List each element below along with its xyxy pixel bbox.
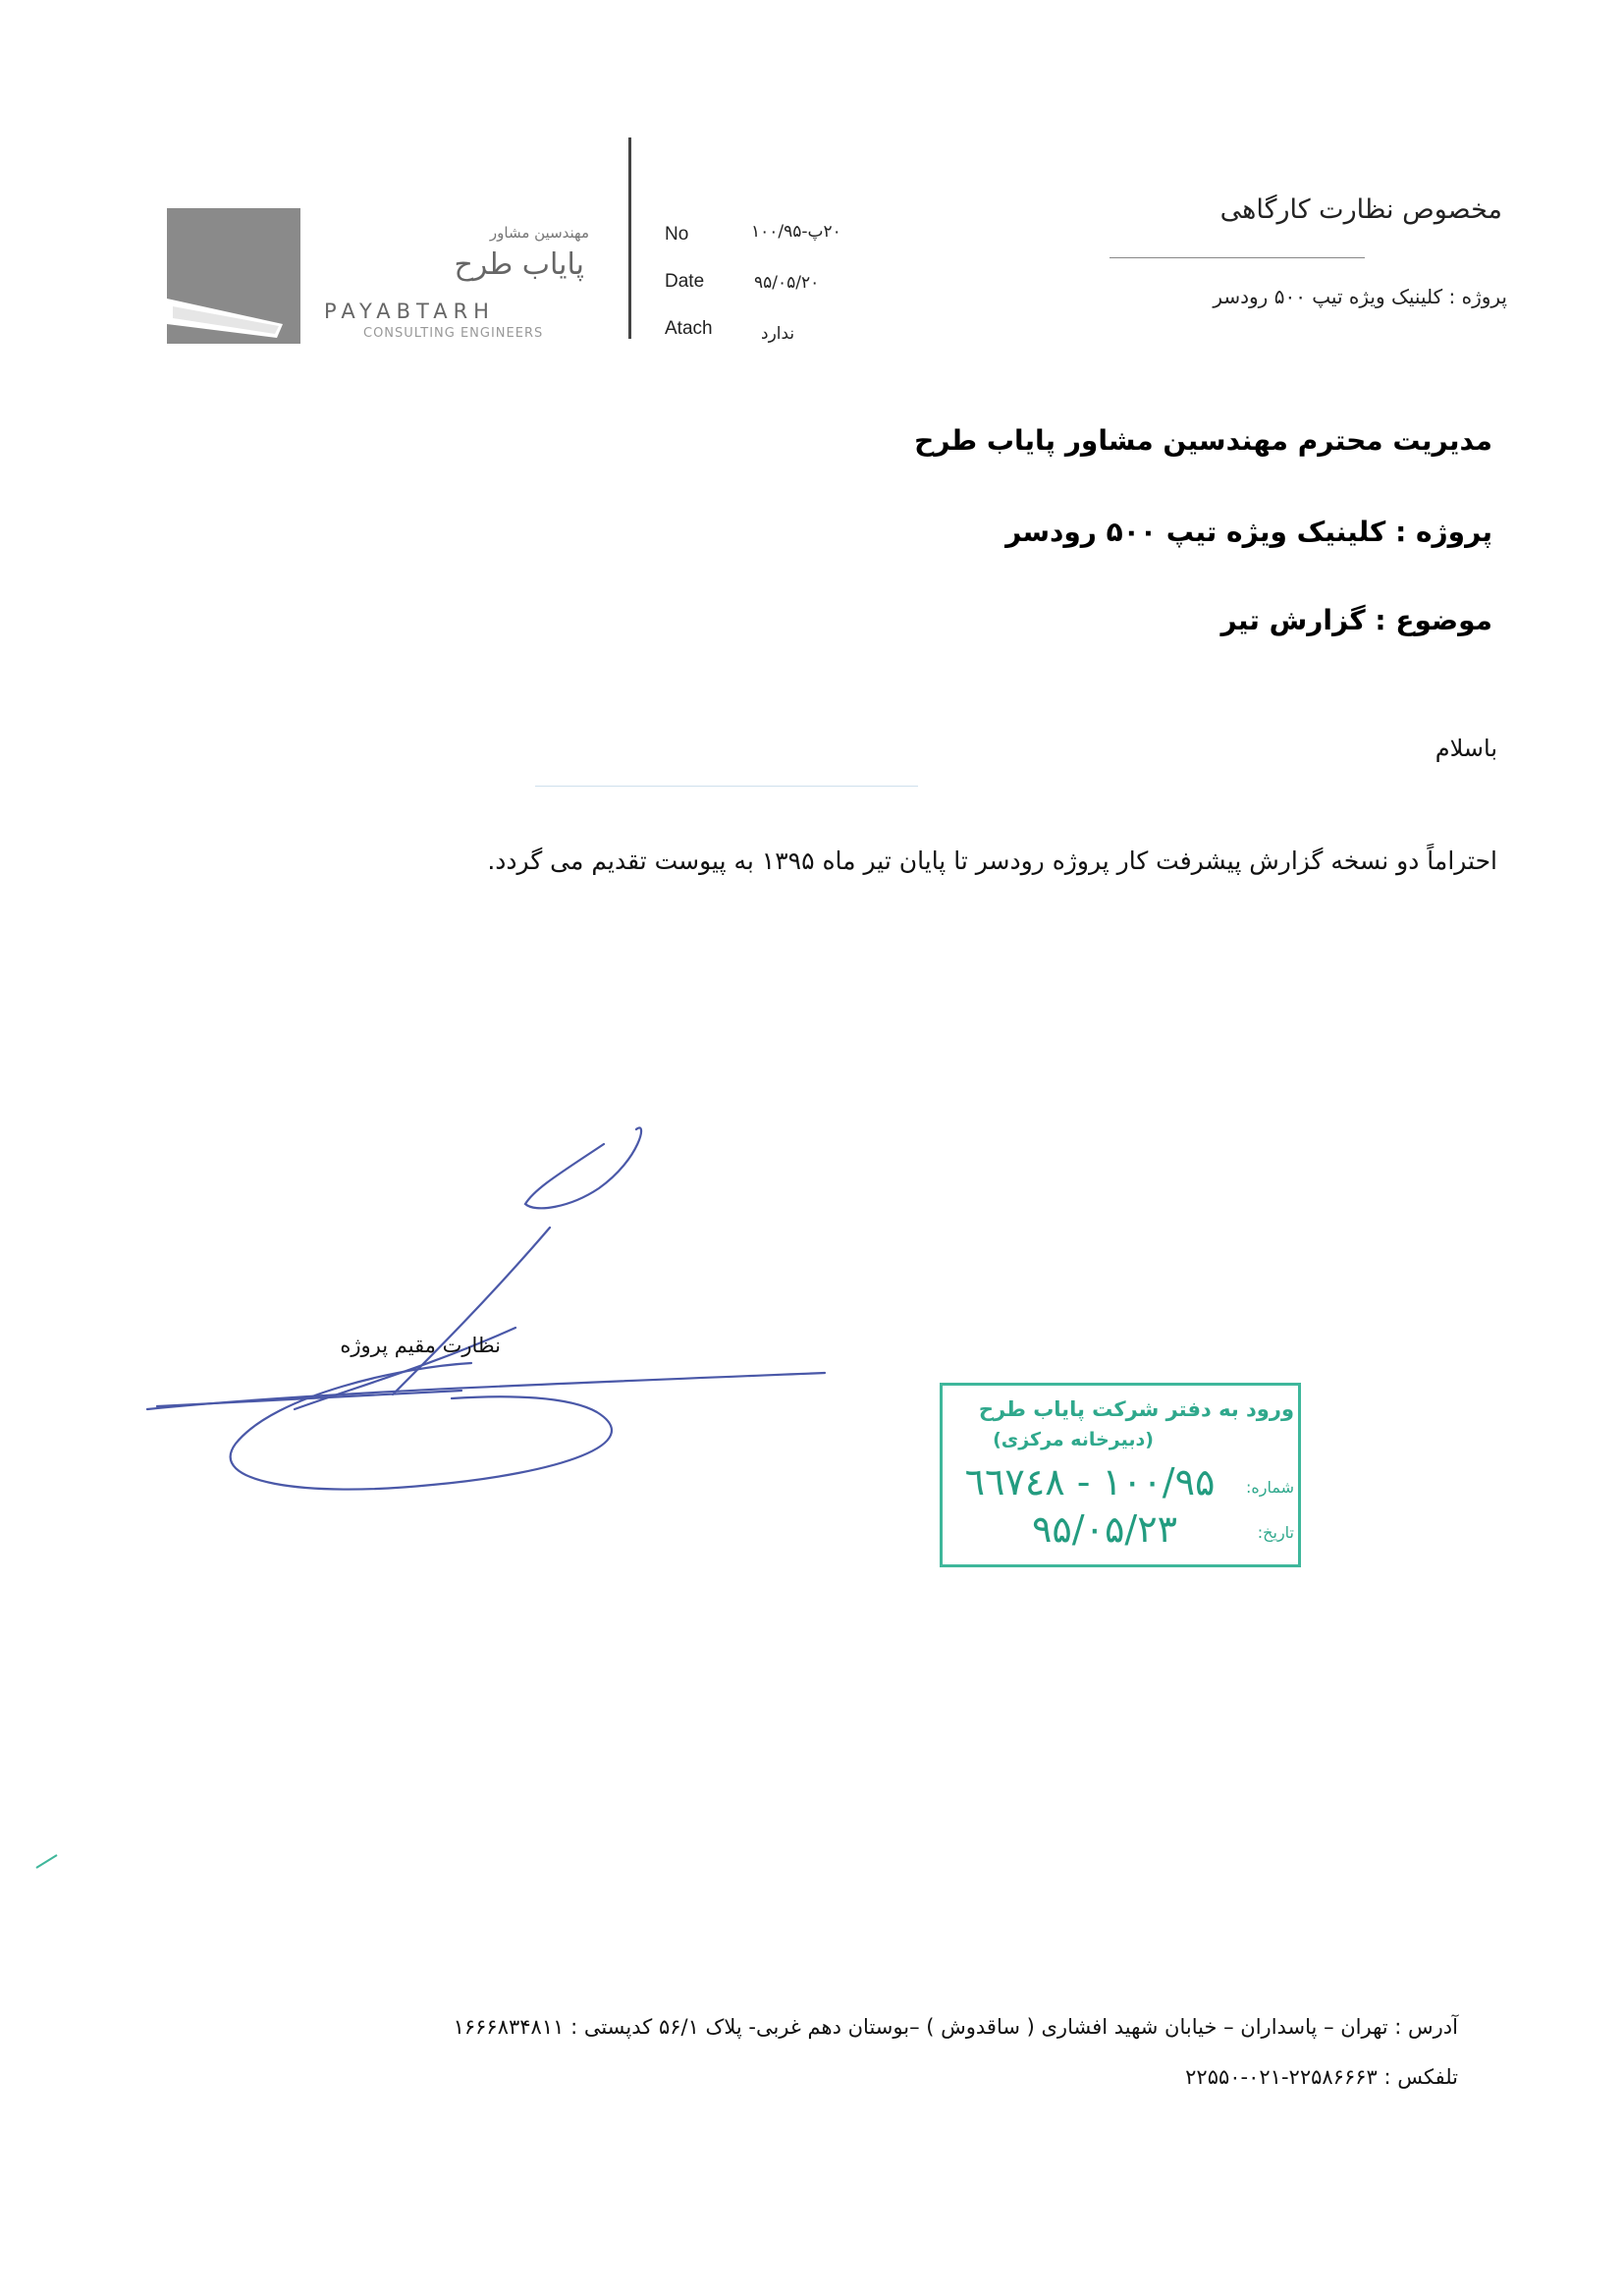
- body-text: احتراماً دو نسخه گزارش پیشرفت کار پروژه رودسر تا پایان تیر ماه ۱۳۹۵ به پیوست تقدیم می گردد.: [487, 847, 1497, 875]
- date-value: ۹۵/۰۵/۲۰: [754, 273, 820, 293]
- stamp-subtitle: (دبیرخانه مرکزی): [993, 1429, 1154, 1450]
- stamp-number-value: ۱۰۰/۹۵ - ٦٦٧٤٨: [964, 1460, 1216, 1503]
- footer-phone: تلفکس : ۲۲۵۸۶۶۶۳-۰۲۱-۲۲۵۵۰: [1185, 2065, 1458, 2089]
- stamp-title: ورود به دفتر شرکت پایاب طرح: [978, 1397, 1294, 1421]
- receipt-stamp: [940, 1383, 1301, 1567]
- logo-firm-en-sub: CONSULTING ENGINEERS: [363, 326, 544, 341]
- addressee: مدیریت محترم مهندسین مشاور پایاب طرح: [914, 424, 1492, 457]
- project-header: پروژه : کلینیک ویژه تیپ ۵۰۰ رودسر: [1213, 285, 1507, 308]
- confidential-heading: مخصوص نظارت کارگاهی: [1219, 194, 1502, 225]
- header-divider: [628, 137, 631, 339]
- stamp-number-label: شماره:: [1245, 1478, 1294, 1497]
- logo-firm-en: PAYABTARH: [324, 300, 495, 323]
- signature-icon: [137, 1120, 844, 1512]
- logo-firm-fa: پایاب طرح: [454, 247, 584, 282]
- greeting: باسلام: [1435, 735, 1497, 762]
- attach-label: Atach: [665, 318, 713, 339]
- logo-mark-icon: [167, 208, 300, 344]
- project-line: پروژه : کلینیک ویژه تیپ ۵۰۰ رودسر: [1005, 516, 1492, 548]
- signer-label: نظارت مقیم پروژه: [340, 1334, 501, 1357]
- stamp-date-value: ۹۵/۰۵/۲۳: [1031, 1507, 1178, 1551]
- stray-mark-icon: [33, 1851, 63, 1871]
- date-label: Date: [665, 271, 705, 292]
- no-value: ۲۰پ-۱۰۰/۹۵: [751, 222, 841, 242]
- stamp-date-label: تاریخ:: [1257, 1523, 1294, 1542]
- logo-emblem: [167, 208, 300, 344]
- confidential-underline: [1110, 257, 1365, 258]
- attach-value: ندارد: [761, 324, 795, 344]
- faint-divider: [535, 786, 918, 787]
- footer-address: آدرس : تهران – پاسداران – خیابان شهید افشاری ( ساقدوش ) –بوستان دهم غربی- پلاک ۵۶/۱ کدپستی : ۱۶۶۶۸۳۴۸۱۱: [453, 2015, 1458, 2039]
- logo-firm-fa-small: مهندسین مشاور: [489, 224, 589, 242]
- no-label: No: [665, 224, 689, 245]
- subject-line: موضوع : گزارش تیر: [1220, 604, 1492, 636]
